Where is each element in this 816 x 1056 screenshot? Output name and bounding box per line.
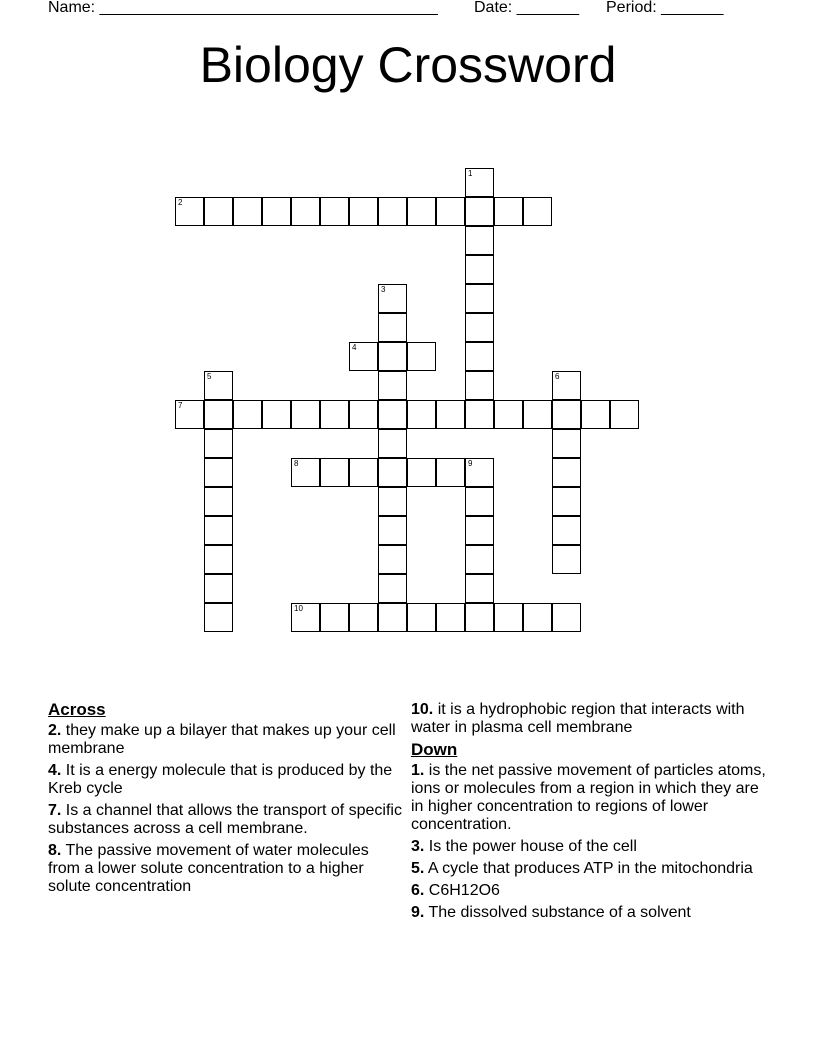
grid-cell[interactable] (465, 371, 494, 400)
grid-cell[interactable] (465, 226, 494, 255)
grid-cell[interactable] (320, 603, 349, 632)
grid-cell[interactable] (378, 516, 407, 545)
grid-cell[interactable] (407, 197, 436, 226)
grid-cell[interactable] (204, 400, 233, 429)
grid-cell[interactable] (494, 197, 523, 226)
grid-cell[interactable] (378, 545, 407, 574)
date-field-label: Date: _______ (474, 0, 579, 16)
clue-down-1: 1. is the net passive movement of particles atoms, ions or molecules from a region in which they are in higher concentration to regions of lower concentration. (411, 762, 766, 833)
grid-cell[interactable] (465, 284, 494, 313)
clue-across-4: 4. It is a energy molecule that is produced by the Kreb cycle (48, 762, 393, 797)
grid-cell[interactable] (436, 400, 465, 429)
grid-cell[interactable] (552, 487, 581, 516)
grid-cell[interactable] (262, 197, 291, 226)
grid-cell[interactable] (465, 516, 494, 545)
grid-cell[interactable] (349, 458, 378, 487)
grid-cell[interactable] (204, 197, 233, 226)
grid-cell[interactable] (291, 197, 320, 226)
grid-cell[interactable] (349, 400, 378, 429)
clue-down-5: 5. A cycle that produces ATP in the mitochondria (411, 860, 753, 877)
grid-cell[interactable] (552, 458, 581, 487)
grid-cell[interactable] (320, 400, 349, 429)
clue-down-9: 9. The dissolved substance of a solvent (411, 904, 691, 921)
grid-cell[interactable] (465, 255, 494, 284)
grid-cell[interactable] (204, 545, 233, 574)
period-field-label: Period: _______ (606, 0, 724, 16)
grid-cell[interactable] (204, 574, 233, 603)
grid-cell[interactable] (378, 197, 407, 226)
grid-cell[interactable] (552, 545, 581, 574)
grid-cell[interactable] (262, 400, 291, 429)
grid-cell[interactable] (407, 342, 436, 371)
grid-cell[interactable] (407, 458, 436, 487)
grid-cell[interactable] (204, 458, 233, 487)
grid-cell[interactable] (436, 197, 465, 226)
clue-number: 9 (468, 459, 473, 468)
grid-cell[interactable] (204, 516, 233, 545)
grid-cell[interactable] (233, 197, 262, 226)
grid-cell[interactable] (378, 429, 407, 458)
grid-cell[interactable] (378, 284, 407, 313)
grid-cell[interactable] (407, 603, 436, 632)
name-field-label: Name: ______________________________________ (48, 0, 438, 16)
grid-cell[interactable] (407, 400, 436, 429)
grid-cell[interactable] (175, 400, 204, 429)
clue-number: 6 (555, 372, 560, 381)
grid-cell[interactable] (465, 487, 494, 516)
grid-cell[interactable] (465, 313, 494, 342)
grid-cell[interactable] (552, 371, 581, 400)
grid-cell[interactable] (204, 487, 233, 516)
grid-cell[interactable] (523, 197, 552, 226)
grid-cell[interactable] (465, 574, 494, 603)
clue-number: 1 (468, 169, 473, 178)
grid-cell[interactable] (465, 545, 494, 574)
clue-down-3: 3. Is the power house of the cell (411, 838, 637, 855)
grid-cell[interactable] (204, 603, 233, 632)
clue-down-6: 6. C6H12O6 (411, 882, 500, 899)
clue-across-8: 8. The passive movement of water molecules from a lower solute concentration to a higher solute concentration (48, 842, 369, 895)
grid-cell[interactable] (378, 487, 407, 516)
clue-number: 5 (207, 372, 212, 381)
grid-cell[interactable] (233, 400, 262, 429)
clue-number: 2 (178, 198, 183, 207)
clue-across-10: 10. it is a hydrophobic region that interacts with water in plasma cell membrane (411, 701, 745, 736)
grid-cell[interactable] (494, 400, 523, 429)
grid-cell[interactable] (378, 371, 407, 400)
clue-number: 8 (294, 459, 299, 468)
grid-cell[interactable] (465, 400, 494, 429)
grid-cell[interactable] (465, 342, 494, 371)
grid-cell[interactable] (204, 429, 233, 458)
grid-cell[interactable] (291, 603, 320, 632)
grid-cell[interactable] (320, 197, 349, 226)
grid-cell[interactable] (465, 458, 494, 487)
grid-cell[interactable] (523, 400, 552, 429)
down-heading: Down (411, 740, 458, 759)
grid-cell[interactable] (610, 400, 639, 429)
clue-number: 7 (178, 401, 183, 410)
clue-number: 4 (352, 343, 357, 352)
across-clues (48, 701, 404, 900)
grid-cell[interactable] (291, 458, 320, 487)
page-title: Biology Crossword (199, 37, 617, 93)
clue-across-2: 2. they make up a bilayer that makes up your cell membrane (48, 722, 396, 757)
clue-number: 3 (381, 285, 386, 294)
grid-cell[interactable] (552, 516, 581, 545)
grid-cell[interactable] (465, 603, 494, 632)
grid-cell[interactable] (436, 458, 465, 487)
grid-cell[interactable] (465, 168, 494, 197)
grid-cell[interactable] (291, 400, 320, 429)
grid-cell[interactable] (204, 371, 233, 400)
grid-cell[interactable] (465, 197, 494, 226)
grid-cell[interactable] (378, 400, 407, 429)
grid-cell[interactable] (175, 197, 204, 226)
across-heading: Across (48, 700, 106, 719)
grid-cell[interactable] (552, 429, 581, 458)
grid-cell[interactable] (378, 458, 407, 487)
grid-cell[interactable] (378, 342, 407, 371)
grid-cell[interactable] (349, 603, 378, 632)
clue-number: 10 (294, 604, 303, 613)
grid-cell[interactable] (494, 603, 523, 632)
right-clue-column (411, 701, 767, 926)
grid-cell[interactable] (320, 458, 349, 487)
grid-cell[interactable] (378, 313, 407, 342)
grid-cell[interactable] (349, 197, 378, 226)
grid-cell[interactable] (378, 574, 407, 603)
grid-cell[interactable] (436, 603, 465, 632)
clue-across-7: 7. Is a channel that allows the transport of specific substances across a cell membrane. (48, 802, 402, 837)
grid-cell[interactable] (552, 603, 581, 632)
grid-cell[interactable] (581, 400, 610, 429)
grid-cell[interactable] (349, 342, 378, 371)
grid-cell[interactable] (378, 603, 407, 632)
grid-cell[interactable] (552, 400, 581, 429)
grid-cell[interactable] (523, 603, 552, 632)
